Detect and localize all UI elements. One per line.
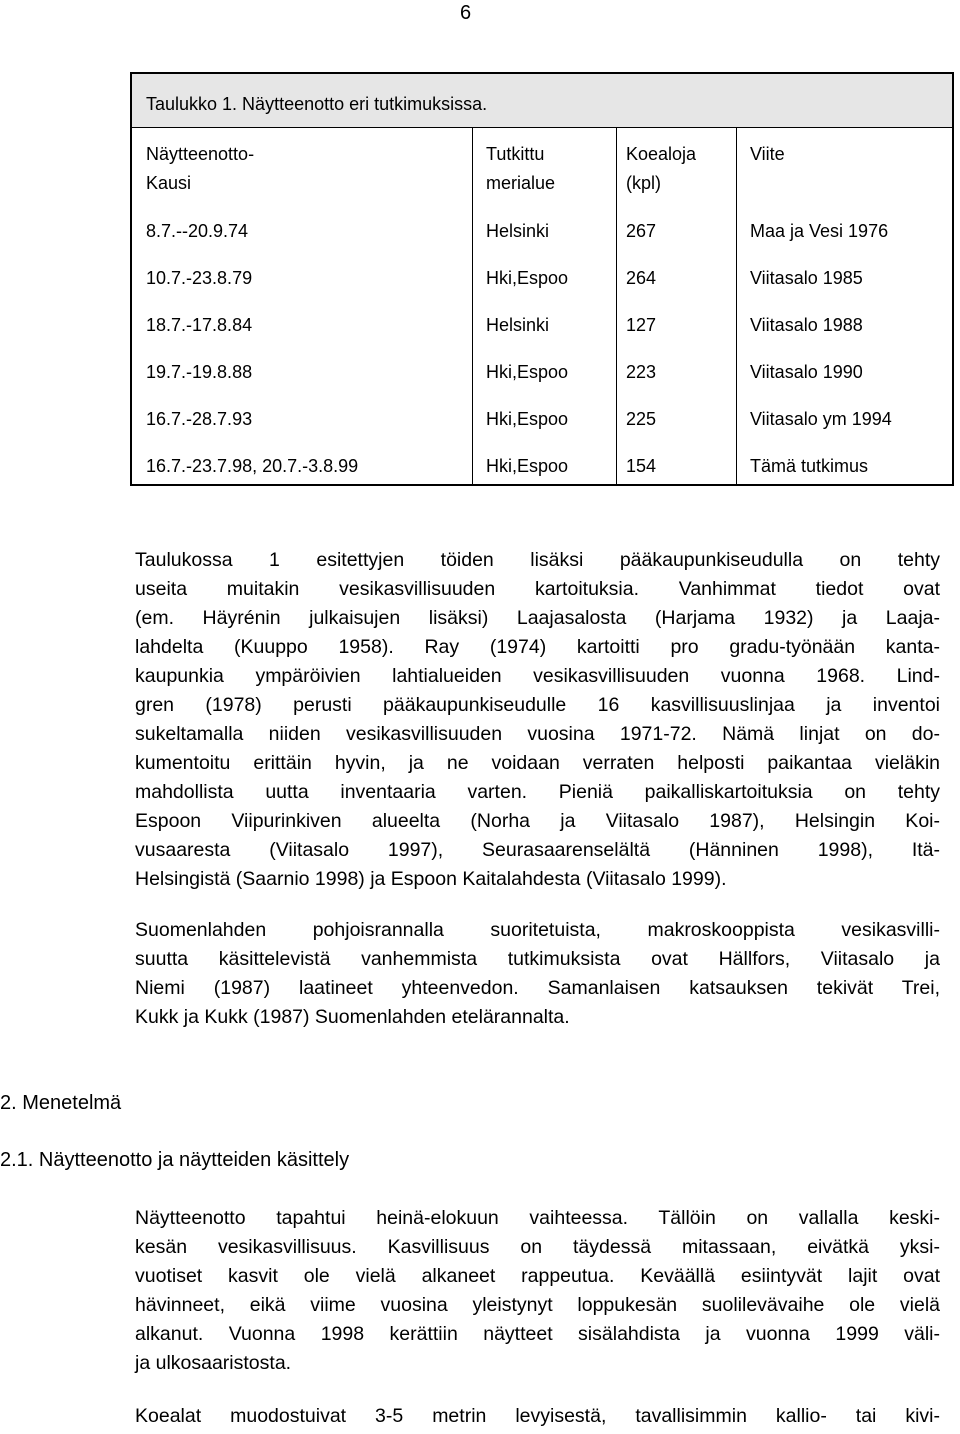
paragraph-gulf-of-finland	[135, 916, 940, 1032]
cell-area: Hki,Espoo	[486, 268, 569, 288]
paragraph-sampling	[135, 1204, 940, 1378]
cell-area: Helsinki	[486, 221, 550, 241]
paragraph-plots	[135, 1402, 940, 1431]
text-line: kesän vesikasvillisuus. Kasvillisuus on täydessä mitassaan, eivätkä yksi-	[135, 1236, 940, 1258]
header-period: Näytteenotto- Kausi	[146, 144, 255, 193]
cell-period: 18.7.-17.8.84	[146, 315, 253, 335]
header-reference: Viite	[750, 144, 785, 164]
text-line: vuotiset kasvit ole vielä alkaneet rappeutua. Keväällä esiintyvät lajit ovat	[135, 1265, 940, 1287]
page-number: 6	[460, 2, 472, 24]
text-line: hävinneet, eikä viime vuosina yleistynyt loppukesän suolilevävaihe ole vielä	[135, 1294, 940, 1316]
table-caption: Taulukko 1. Näytteenotto eri tutkimuksissa.	[146, 94, 488, 114]
paragraph-previous-surveys	[135, 546, 940, 894]
text-line: Koealat muodostuivat 3-5 metrin levyisestä, tavallisimmin kallio- tai kivi-	[135, 1405, 940, 1427]
text-line: gren (1978) perusti pääkaupunkiseudulle 16 kasvillisuuslinjaa ja inventoi	[135, 694, 940, 716]
section-heading: 2. Menetelmä	[0, 1092, 122, 1114]
cell-plots: 154	[626, 456, 657, 476]
cell-plots: 264	[626, 268, 657, 288]
text-line: lahdelta (Kuuppo 1958). Ray (1974) kartoitti pro gradu-työnään kanta-	[135, 636, 940, 658]
text-line: Näytteenotto tapahtui heinä-elokuun vaihteessa. Tällöin on vallalla keski-	[135, 1207, 940, 1229]
cell-area: Helsinki	[486, 315, 550, 335]
cell-period: 8.7.--20.9.74	[146, 221, 249, 241]
text-line: sukeltamalla niiden vesikasvillisuuden vuosina 1971-72. Nämä linjat on do-	[135, 723, 940, 745]
cell-area: Hki,Espoo	[486, 409, 569, 429]
cell-plots: 225	[626, 409, 657, 429]
cell-period: 10.7.-23.8.79	[146, 268, 253, 288]
text-line: Taulukossa 1 esitettyjen töiden lisäksi pääkaupunkiseudulla on tehty	[135, 549, 940, 571]
cell-area: Hki,Espoo	[486, 456, 569, 476]
text-line: ja ulkosaaristosta.	[135, 1352, 292, 1374]
cell-reference: Viitasalo 1985	[750, 268, 863, 288]
cell-period: 19.7.-19.8.88	[146, 362, 253, 382]
text-line: kaupunkia ympäröivien lahtialueiden vesikasvillisuuden vuonna 1968. Lind-	[135, 665, 940, 687]
cell-area: Hki,Espoo	[486, 362, 569, 382]
cell-period: 16.7.-23.7.98, 20.7.-3.8.99	[146, 456, 359, 476]
text-line: suutta käsittelevistä vanhemmista tutkimuksista ovat Hällfors, Viitasalo ja	[135, 948, 940, 970]
text-line: (em. Häyrénin julkaisujen lisäksi) Laajasalosta (Harjama 1932) ja Laaja-	[135, 607, 940, 629]
text-line: mahdollista uutta inventaaria varten. Pieniä paikalliskartoituksia on tehty	[135, 781, 940, 803]
text-line: Kukk ja Kukk (1987) Suomenlahden etelärannalta.	[135, 1006, 570, 1028]
text-line: alkanut. Vuonna 1998 kerättiin näytteet sisälahdista ja vuonna 1999 väli-	[135, 1323, 940, 1345]
cell-plots: 127	[626, 315, 657, 335]
cell-reference: Viitasalo 1990	[750, 362, 863, 382]
text-line: kumentoitu erittäin hyvin, ja ne voidaan verraten helposti paikantaa vieläkin	[135, 752, 940, 774]
text-line: useita muitakin vesikasvillisuuden kartoituksia. Vanhimmat tiedot ovat	[135, 578, 940, 600]
header-area: Tutkittu merialue	[486, 144, 556, 193]
table-caption-row	[132, 74, 952, 128]
text-line: vusaaresta (Viitasalo 1997), Seurasaarenselältä (Hänninen 1998), Itä-	[135, 839, 940, 861]
subsection-heading: 2.1. Näytteenotto ja näytteiden käsittely	[0, 1149, 350, 1171]
table-divider	[736, 128, 737, 484]
table-divider	[616, 128, 617, 484]
header-plots: Koealoja (kpl)	[626, 144, 697, 193]
sampling-table	[130, 72, 954, 486]
cell-period: 16.7.-28.7.93	[146, 409, 253, 429]
text-line: Espoon Viipurinkiven alueelta (Norha ja Viitasalo 1987), Helsingin Koi-	[135, 810, 940, 832]
cell-reference: Maa ja Vesi 1976	[750, 221, 889, 241]
table-divider	[472, 128, 473, 484]
text-line: Niemi (1987) laatineet yhteenvedon. Samanlaisen katsauksen tekivät Trei,	[135, 977, 940, 999]
cell-reference: Viitasalo ym 1994	[750, 409, 892, 429]
cell-plots: 267	[626, 221, 657, 241]
cell-reference: Tämä tutkimus	[750, 456, 869, 476]
cell-reference: Viitasalo 1988	[750, 315, 863, 335]
cell-plots: 223	[626, 362, 657, 382]
text-line: Helsingistä (Saarnio 1998) ja Espoon Kaitalahdesta (Viitasalo 1999).	[135, 868, 727, 890]
text-line: Suomenlahden pohjoisrannalla suoritetuista, makroskooppista vesikasvilli-	[135, 919, 940, 941]
